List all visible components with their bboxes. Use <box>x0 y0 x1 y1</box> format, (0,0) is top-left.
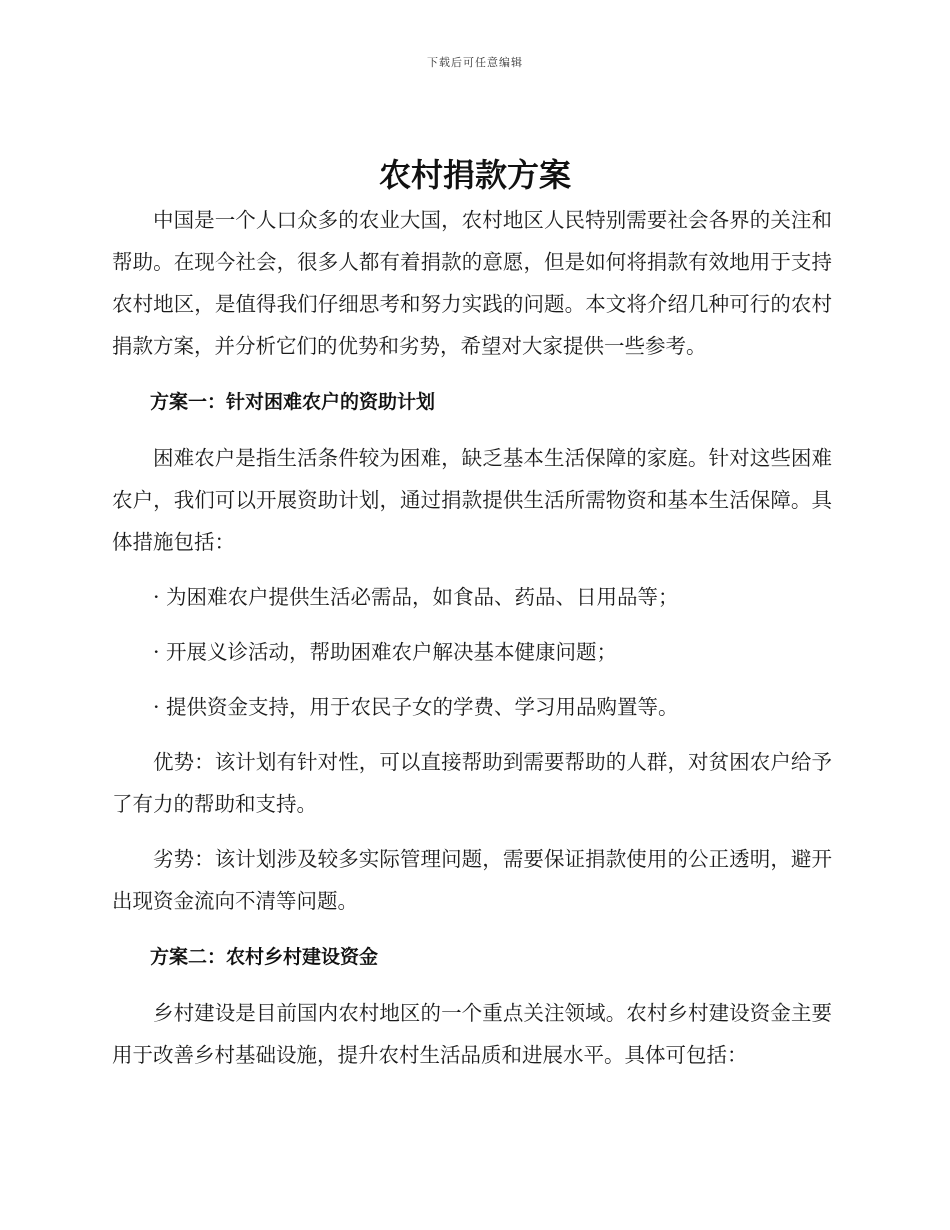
plan-1-measure-item: · 开展义诊活动，帮助困难农户解决基本健康问题； <box>153 640 618 664</box>
plan-2-description: 乡村建设是目前国内农村地区的一个重点关注领域。农村乡村建设资金主要用于改善乡村基础设施，提升农村生活品质和进展水平。具体可包括： <box>112 1001 832 1067</box>
document-body <box>112 199 832 1076</box>
header-note: 下载后可任意编辑 <box>427 56 523 69</box>
intro-paragraph: 中国是一个人口众多的农业大国，农村地区人民特别需要社会各界的关注和帮助。在现今社会，很多人都有着捐款的意愿，但是如何将捐款有效地用于支持农村地区，是值得我们仔细思考和努力实践的问题。本文将介绍几种可行的农村捐款方案，并分析它们的优势和劣势，希望对大家提供一些参考。 <box>112 208 832 358</box>
plan-1-measure-item: · 为困难农户提供生活必需品，如食品、药品、日用品等； <box>153 585 679 609</box>
plan-1-disadvantage: 劣势：该计划涉及较多实际管理问题，需要保证捐款使用的公正透明，避开出现资金流向不清等问题。 <box>112 847 832 913</box>
plan-1-measure-item: · 提供资金支持，用于农民子女的学费、学习用品购置等。 <box>153 695 679 719</box>
section-heading-plan-1: 方案一：针对困难农户的资助计划 <box>150 391 436 413</box>
section-heading-plan-2: 方案二：农村乡村建设资金 <box>150 946 379 968</box>
document-title: 农村捐款方案 <box>378 156 571 194</box>
plan-1-description: 困难农户是指生活条件较为困难，缺乏基本生活保障的家庭。针对这些困难农户，我们可以开展资助计划，通过捐款提供生活所需物资和基本生活保障。具体措施包括： <box>112 446 832 554</box>
plan-1-advantage: 优势：该计划有针对性，可以直接帮助到需要帮助的人群，对贫困农户给予了有力的帮助和支持。 <box>112 750 832 816</box>
